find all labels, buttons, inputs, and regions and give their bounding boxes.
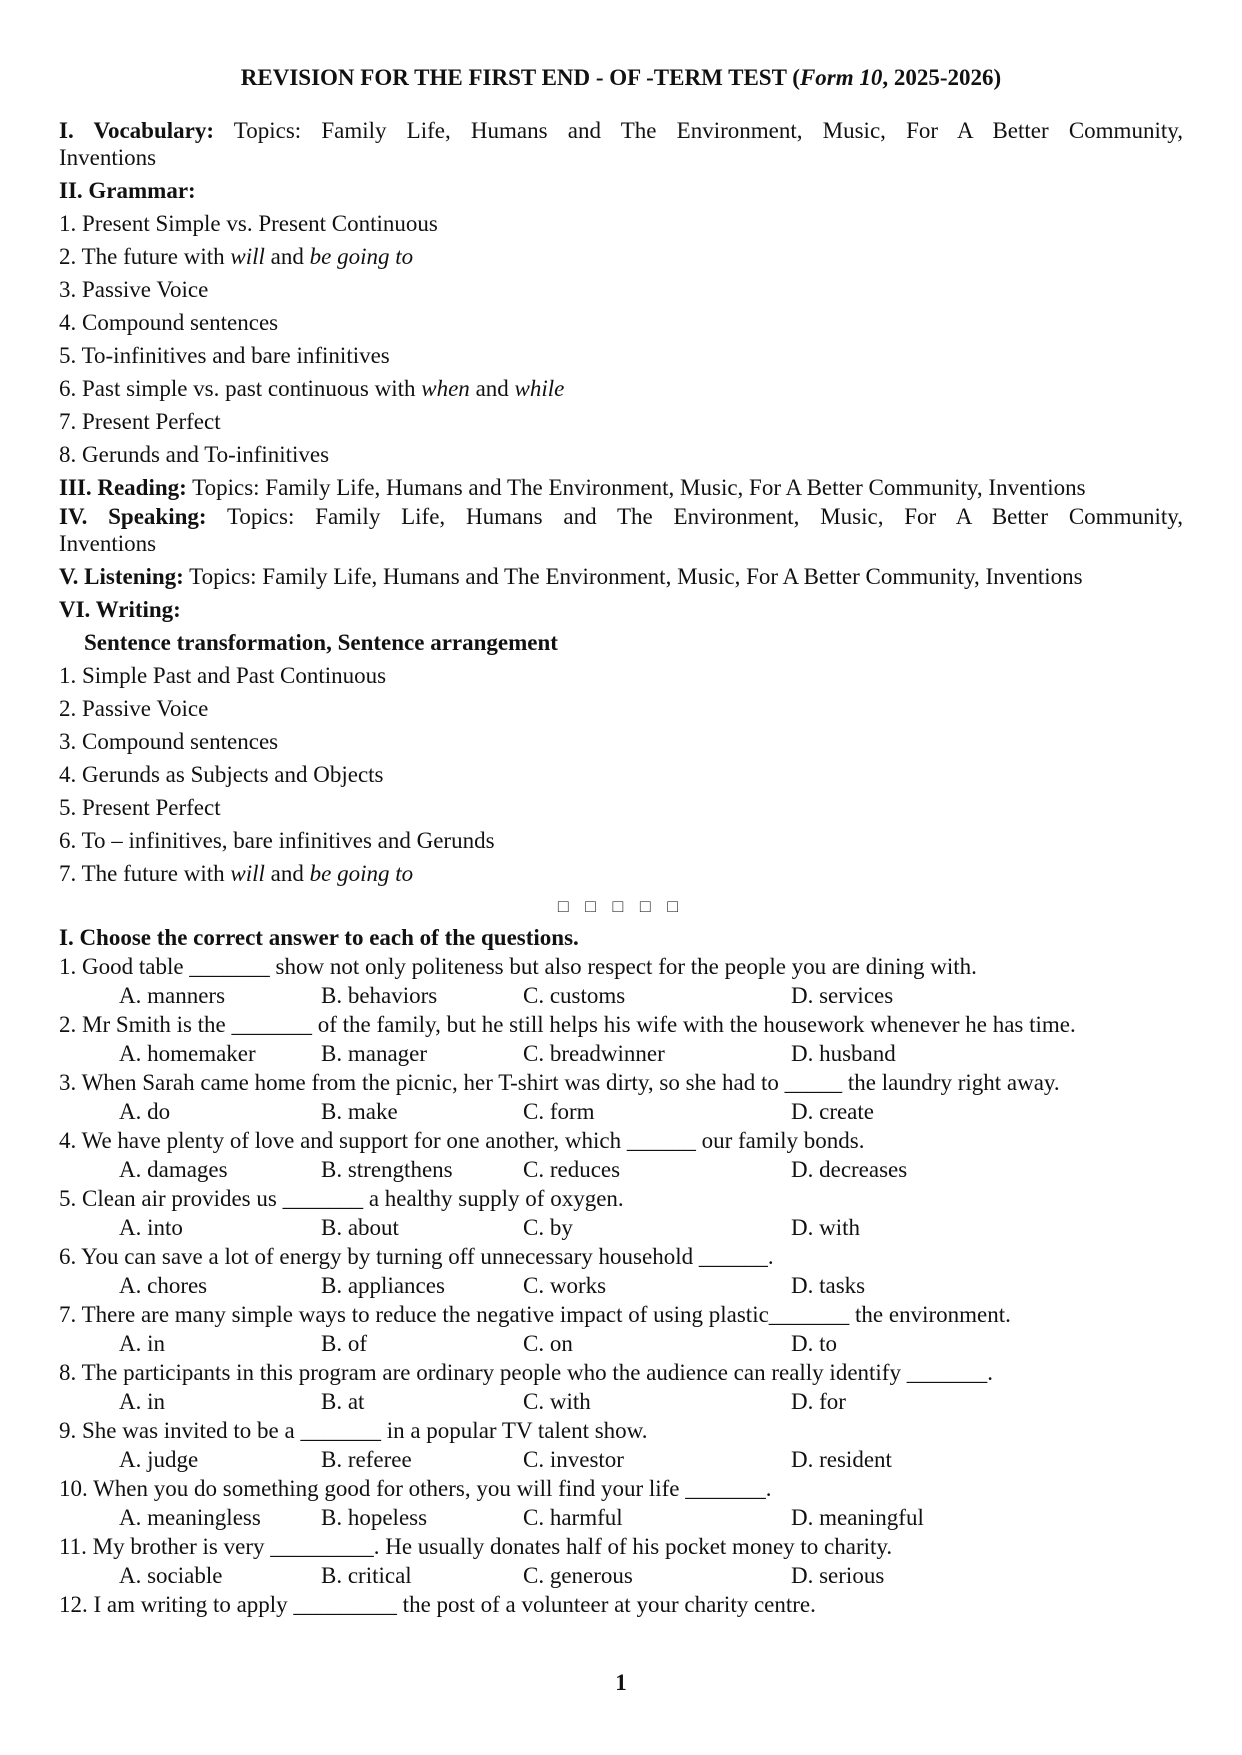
question-text: 8. The participants in this program are ordinary people who the audience can really identify _______. <box>59 1360 993 1385</box>
answer-option[interactable]: C. on <box>523 1331 573 1356</box>
answer-option[interactable]: C. harmful <box>523 1505 623 1530</box>
document-page <box>59 62 1183 1619</box>
question-list <box>59 952 1183 1619</box>
question-text: 7. There are many simple ways to reduce the negative impact of using plastic_______ the environment. <box>59 1302 1011 1327</box>
answer-option[interactable]: A. in <box>119 1389 165 1414</box>
answer-option[interactable]: B. critical <box>321 1563 412 1588</box>
answer-option[interactable]: B. strengthens <box>321 1157 453 1182</box>
page-number: 1 <box>615 1670 627 1695</box>
answer-option[interactable]: B. make <box>321 1099 398 1124</box>
question-text: 9. She was invited to be a _______ in a popular TV talent show. <box>59 1418 648 1443</box>
answer-option[interactable]: C. form <box>523 1099 595 1124</box>
list-item: 1. Simple Past and Past Continuous <box>59 663 387 688</box>
answer-option[interactable]: D. serious <box>791 1563 885 1588</box>
answer-option[interactable]: D. resident <box>791 1447 892 1472</box>
answer-options <box>59 1445 1183 1474</box>
vocabulary-line-2: Inventions <box>59 145 157 170</box>
answer-option[interactable]: B. appliances <box>321 1273 445 1298</box>
speaking-line-2: Inventions <box>59 531 157 556</box>
answer-option[interactable]: A. in <box>119 1331 165 1356</box>
answer-options <box>59 1503 1183 1532</box>
list-item: 5. To-infinitives and bare infinitives <box>59 343 390 368</box>
answer-option[interactable]: B. hopeless <box>321 1505 428 1530</box>
answer-option[interactable]: C. breadwinner <box>523 1041 665 1066</box>
answer-option[interactable]: A. homemaker <box>119 1041 256 1066</box>
answer-option[interactable]: C. works <box>523 1273 607 1298</box>
writing-list <box>59 659 1183 890</box>
answer-options <box>59 1329 1183 1358</box>
listening-line: V. Listening: Topics: Family Life, Humans and The Environment, Music, For A Better Community, Inventions <box>59 564 1083 589</box>
answer-option[interactable]: A. do <box>119 1099 171 1124</box>
answer-option[interactable]: C. generous <box>523 1563 633 1588</box>
answer-options <box>59 1387 1183 1416</box>
question-text: 2. Mr Smith is the _______ of the family, but he still helps his wife with the housework whenever he has time. <box>59 1012 1076 1037</box>
answer-options <box>59 1039 1183 1068</box>
answer-options <box>59 1097 1183 1126</box>
question-text: 3. When Sarah came home from the picnic, her T-shirt was dirty, so she had to _____ the laundry right away. <box>59 1070 1060 1095</box>
section-label: I. Vocabulary: <box>59 118 215 143</box>
answer-option[interactable]: C. investor <box>523 1447 624 1472</box>
answer-option[interactable]: B. of <box>321 1331 367 1356</box>
answer-option[interactable]: D. with <box>791 1215 860 1240</box>
answer-options <box>59 1155 1183 1184</box>
vocabulary-line: I. Vocabulary: Topics: Family Life, Humans and The Environment, Music, For A Better Community, <box>59 118 1183 143</box>
answer-option[interactable]: A. into <box>119 1215 183 1240</box>
list-item: 6. Past simple vs. past continuous with when and while <box>59 376 565 401</box>
answer-option[interactable]: A. damages <box>119 1157 228 1182</box>
answer-options <box>59 981 1183 1010</box>
list-item: 8. Gerunds and To-infinitives <box>59 442 330 467</box>
list-item: 1. Present Simple vs. Present Continuous <box>59 211 438 236</box>
question-text: 6. You can save a lot of energy by turning off unnecessary household ______. <box>59 1244 774 1269</box>
answer-option[interactable]: D. services <box>791 983 894 1008</box>
answer-option[interactable]: A. manners <box>119 983 226 1008</box>
section-separator: □ □ □ □ □ <box>557 896 685 916</box>
answer-option[interactable]: C. reduces <box>523 1157 621 1182</box>
answer-option[interactable]: B. behaviors <box>321 983 438 1008</box>
writing-subheading: Sentence transformation, Sentence arrangement <box>84 630 558 655</box>
answer-option[interactable]: D. husband <box>791 1041 896 1066</box>
answer-option[interactable]: C. with <box>523 1389 591 1414</box>
answer-option[interactable]: B. at <box>321 1389 365 1414</box>
list-item: 7. Present Perfect <box>59 409 221 434</box>
reading-line: III. Reading: Topics: Family Life, Humans and The Environment, Music, For A Better Community, Inventions <box>59 475 1086 500</box>
answer-option[interactable]: A. judge <box>119 1447 199 1472</box>
list-item: 2. Passive Voice <box>59 696 209 721</box>
list-item: 2. The future with will and be going to <box>59 244 414 269</box>
answer-option[interactable]: A. meaningless <box>119 1505 261 1530</box>
list-item: 4. Compound sentences <box>59 310 279 335</box>
list-item: 5. Present Perfect <box>59 795 221 820</box>
answer-option[interactable]: D. to <box>791 1331 837 1356</box>
list-item: 3. Compound sentences <box>59 729 279 754</box>
question-text: 12. I am writing to apply _________ the post of a volunteer at your charity centre. <box>59 1592 816 1617</box>
question-text: 5. Clean air provides us _______ a healthy supply of oxygen. <box>59 1186 624 1211</box>
question-text: 11. My brother is very _________. He usually donates half of his pocket money to charity. <box>59 1534 893 1559</box>
list-item: 3. Passive Voice <box>59 277 209 302</box>
answer-option[interactable]: D. create <box>791 1099 874 1124</box>
list-item: 7. The future with will and be going to <box>59 861 414 886</box>
answer-option[interactable]: D. meaningful <box>791 1505 924 1530</box>
answer-option[interactable]: A. chores <box>119 1273 208 1298</box>
answer-options <box>59 1213 1183 1242</box>
writing-heading: VI. Writing: <box>59 597 181 622</box>
answer-option[interactable]: C. by <box>523 1215 573 1240</box>
speaking-line: IV. Speaking: Topics: Family Life, Humans and The Environment, Music, For A Better Community, <box>59 504 1183 529</box>
answer-option[interactable]: D. decreases <box>791 1157 908 1182</box>
question-text: 4. We have plenty of love and support for one another, which ______ our family bonds. <box>59 1128 865 1153</box>
answer-option[interactable]: C. customs <box>523 983 626 1008</box>
answer-option[interactable]: A. sociable <box>119 1563 223 1588</box>
exercise-heading: I. Choose the correct answer to each of the questions. <box>59 925 579 950</box>
list-item: 6. To – infinitives, bare infinitives and Gerunds <box>59 828 495 853</box>
answer-option[interactable]: B. referee <box>321 1447 412 1472</box>
answer-option[interactable]: B. manager <box>321 1041 428 1066</box>
document-title: REVISION FOR THE FIRST END - OF -TERM TEST (Form 10, 2025-2026) <box>240 65 1002 90</box>
answer-option[interactable]: D. tasks <box>791 1273 866 1298</box>
answer-option[interactable]: B. about <box>321 1215 399 1240</box>
grammar-heading: II. Grammar: <box>59 178 196 203</box>
list-item: 4. Gerunds as Subjects and Objects <box>59 762 384 787</box>
answer-options <box>59 1271 1183 1300</box>
question-text: 1. Good table _______ show not only politeness but also respect for the people you are dining with. <box>59 954 977 979</box>
answer-option[interactable]: D. for <box>791 1389 846 1414</box>
question-text: 10. When you do something good for others, you will find your life _______. <box>59 1476 772 1501</box>
grammar-list <box>59 207 1183 471</box>
answer-options <box>59 1561 1183 1590</box>
